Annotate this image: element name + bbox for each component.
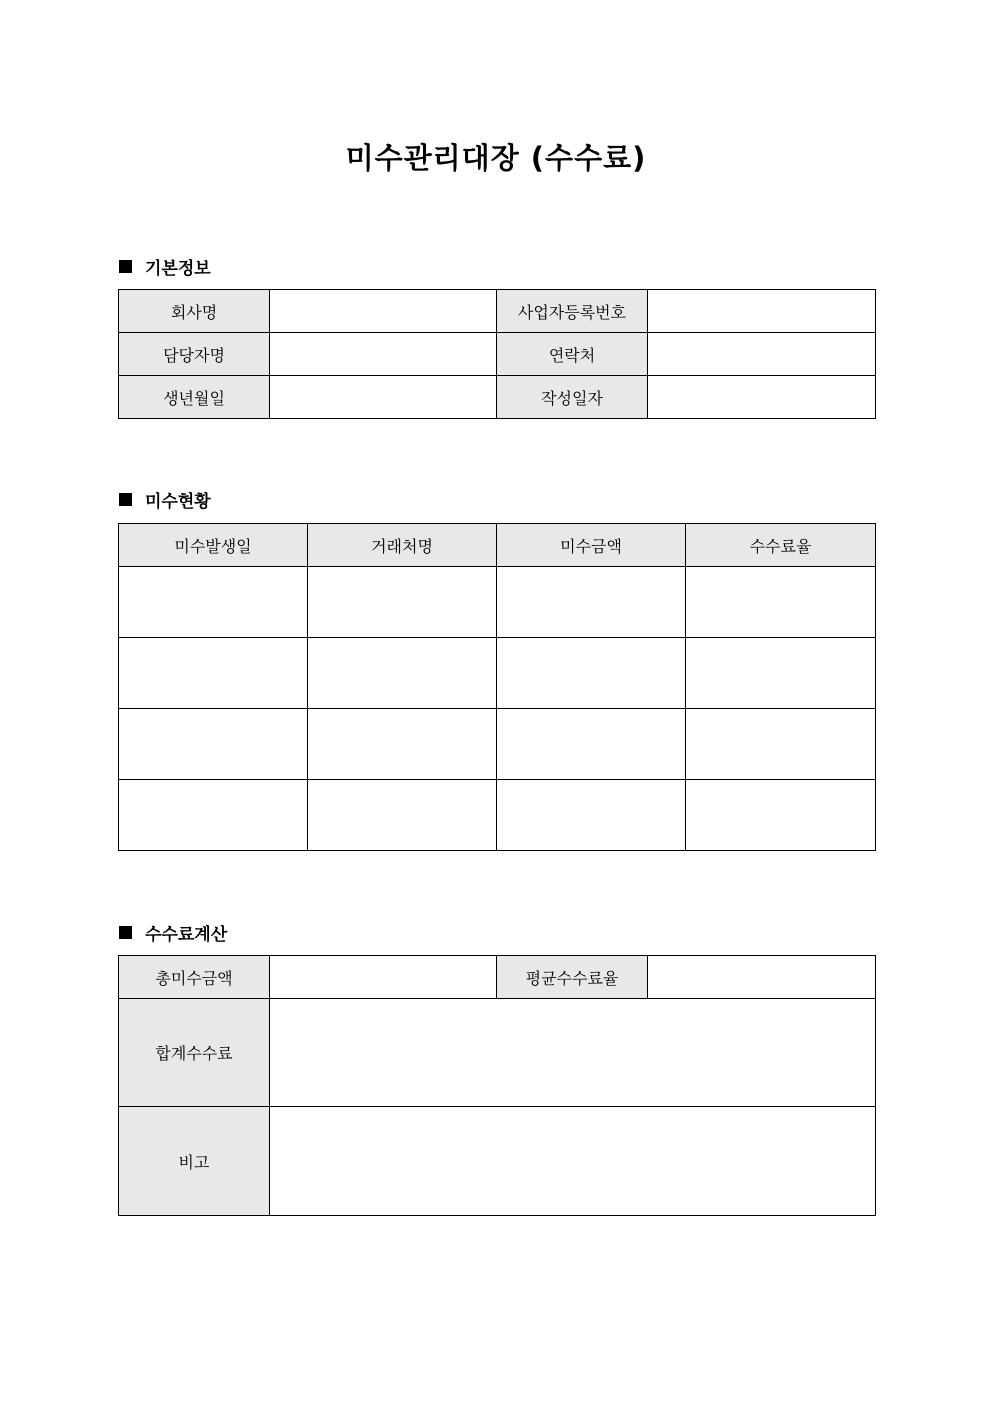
total-receivable-field[interactable] — [270, 956, 497, 999]
table-row — [119, 1107, 876, 1216]
table-row — [119, 376, 876, 419]
column-header-occurrence-date: 미수발생일 — [119, 524, 308, 567]
phone-field[interactable] — [648, 333, 876, 376]
table-cell[interactable] — [686, 780, 876, 851]
total-fee-label: 합계수수료 — [119, 999, 270, 1107]
table-row — [119, 638, 876, 709]
created-date-label: 작성일자 — [497, 376, 648, 419]
business-reg-no-label: 사업자등록번호 — [497, 290, 648, 333]
square-bullet-icon — [119, 260, 132, 273]
birth-date-field[interactable] — [270, 376, 497, 419]
table-cell[interactable] — [308, 709, 497, 780]
company-name-label: 회사명 — [119, 290, 270, 333]
created-date-field[interactable] — [648, 376, 876, 419]
page-title: 미수관리대장 (수수료) — [345, 141, 647, 175]
remarks-field[interactable] — [270, 1107, 876, 1216]
table-cell[interactable] — [497, 567, 686, 638]
table-row — [119, 333, 876, 376]
section-heading-text: 수수료계산 — [145, 925, 228, 945]
table-cell[interactable] — [686, 709, 876, 780]
table-row — [119, 709, 876, 780]
basic-info-table — [118, 289, 876, 419]
table-cell[interactable] — [308, 638, 497, 709]
table-cell[interactable] — [119, 567, 308, 638]
company-name-field[interactable] — [270, 290, 497, 333]
table-row — [119, 290, 876, 333]
table-header-row — [119, 524, 876, 567]
receivables-table — [118, 523, 876, 851]
column-header-amount: 미수금액 — [497, 524, 686, 567]
square-bullet-icon — [119, 926, 132, 939]
table-cell[interactable] — [119, 638, 308, 709]
section-heading-fee-calc — [119, 920, 227, 945]
table-cell[interactable] — [686, 567, 876, 638]
table-row — [119, 567, 876, 638]
table-cell[interactable] — [119, 780, 308, 851]
table-cell[interactable] — [686, 638, 876, 709]
fee-calc-table — [118, 955, 876, 1216]
birth-date-label: 생년월일 — [119, 376, 270, 419]
section-heading-basic-info — [119, 254, 211, 279]
table-row — [119, 956, 876, 999]
column-header-fee-rate: 수수료율 — [686, 524, 876, 567]
contact-person-field[interactable] — [270, 333, 497, 376]
table-row — [119, 999, 876, 1107]
table-cell[interactable] — [497, 638, 686, 709]
section-heading-receivables — [119, 487, 211, 512]
table-cell[interactable] — [497, 780, 686, 851]
avg-fee-rate-field[interactable] — [648, 956, 876, 999]
contact-person-label: 담당자명 — [119, 333, 270, 376]
remarks-label: 비고 — [119, 1107, 270, 1216]
table-row — [119, 780, 876, 851]
avg-fee-rate-label: 평균수수료율 — [497, 956, 648, 999]
table-cell[interactable] — [308, 780, 497, 851]
business-reg-no-field[interactable] — [648, 290, 876, 333]
section-heading-text: 기본정보 — [145, 259, 211, 279]
total-fee-field[interactable] — [270, 999, 876, 1107]
phone-label: 연락처 — [497, 333, 648, 376]
column-header-client-name: 거래처명 — [308, 524, 497, 567]
table-cell[interactable] — [308, 567, 497, 638]
table-cell[interactable] — [119, 709, 308, 780]
table-cell[interactable] — [497, 709, 686, 780]
total-receivable-label: 총미수금액 — [119, 956, 270, 999]
square-bullet-icon — [119, 493, 132, 506]
section-heading-text: 미수현황 — [145, 492, 211, 512]
